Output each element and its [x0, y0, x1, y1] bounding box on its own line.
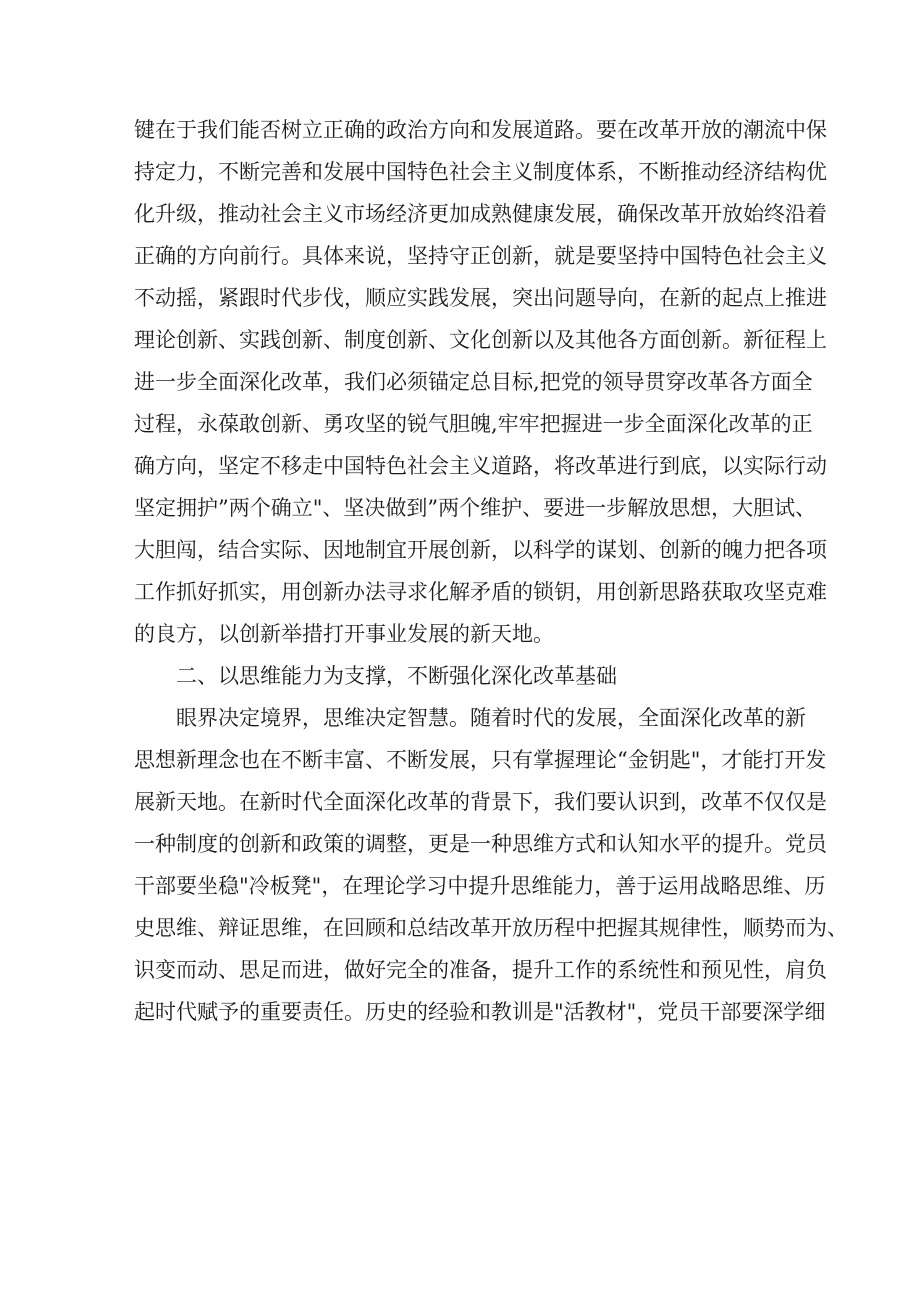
text-line: 的良方，以创新举措打开事业发展的新天地。: [134, 622, 554, 646]
text-line: 确方向，坚定不移走中国特色社会主义道路，将改革进行到底，以实际行动: [134, 454, 827, 478]
text-line: 起时代赋予的重要责任。历史的经验和教训是"活教材"，党员干部要深学细: [134, 1000, 826, 1024]
text-line: 正确的方向前行。具体来说，坚持守正创新，就是要坚持中国特色社会主义: [134, 244, 827, 268]
text-line: 化升级，推动社会主义市场经济更加成熟健康发展，确保改革开放始终沿着: [134, 202, 827, 226]
paragraph: [134, 697, 848, 1033]
text-line: 理论创新、实践创新、制度创新、文化创新以及其他各方面创新。新征程上: [134, 328, 827, 352]
text-line: 坚定拥护”两个确立"、坚决做到”两个维护、要进一步解放思想，大胆试、: [134, 496, 817, 520]
text-line: 史思维、辩证思维，在回顾和总结改革开放历程中把握其规律性，顺势而为、: [134, 916, 848, 940]
text-line: 持定力，不断完善和发展中国特色社会主义制度体系，不断推动经济结构优: [134, 160, 827, 184]
section-heading: 二、以思维能力为支撑，不断强化深化改革基础: [176, 664, 617, 688]
text-line: 思想新理念也在不断丰富、不断发展，只有掌握理论“金钥匙"，才能打开发: [134, 748, 827, 772]
text-line: 键在于我们能否树立正确的政治方向和发展道路。要在改革开放的潮流中保: [134, 118, 827, 142]
text-line: 工作抓好抓实，用创新办法寻求化解矛盾的锁钥，用创新思路获取攻坚克难: [134, 580, 827, 604]
text-line: 展新天地。在新时代全面深化改革的背景下，我们要认识到，改革不仅仅是: [134, 790, 827, 814]
text-line: 进一步全面深化改革，我们必须锚定总目标,把党的领导贯穿改革各方面全: [134, 370, 813, 394]
text-line: 眼界决定境界，思维决定智慧。随着时代的发展，全面深化改革的新: [176, 706, 806, 730]
text-line: 过程，永葆敢创新、勇攻坚的锐气胆魄,牢牢把握进一步全面深化改革的正: [134, 412, 813, 436]
text-line: 识变而动、思足而进，做好完全的准备，提升工作的系统性和预见性，肩负: [134, 958, 827, 982]
text-line: 干部要坐稳"冷板凳"，在理论学习中提升思维能力，善于运用战略思维、历: [134, 874, 826, 898]
document-body: [134, 109, 848, 1033]
text-line: 大胆闯，结合实际、因地制宜开展创新，以科学的谋划、创新的魄力把各项: [134, 538, 827, 562]
text-line: 一种制度的创新和政策的调整，更是一种思维方式和认知水平的提升。党员: [134, 832, 827, 856]
text-line: 不动摇，紧跟时代步伐，顺应实践发展，突出问题导向，在新的起点上推进: [134, 286, 827, 310]
paragraph-continued: [134, 109, 827, 655]
